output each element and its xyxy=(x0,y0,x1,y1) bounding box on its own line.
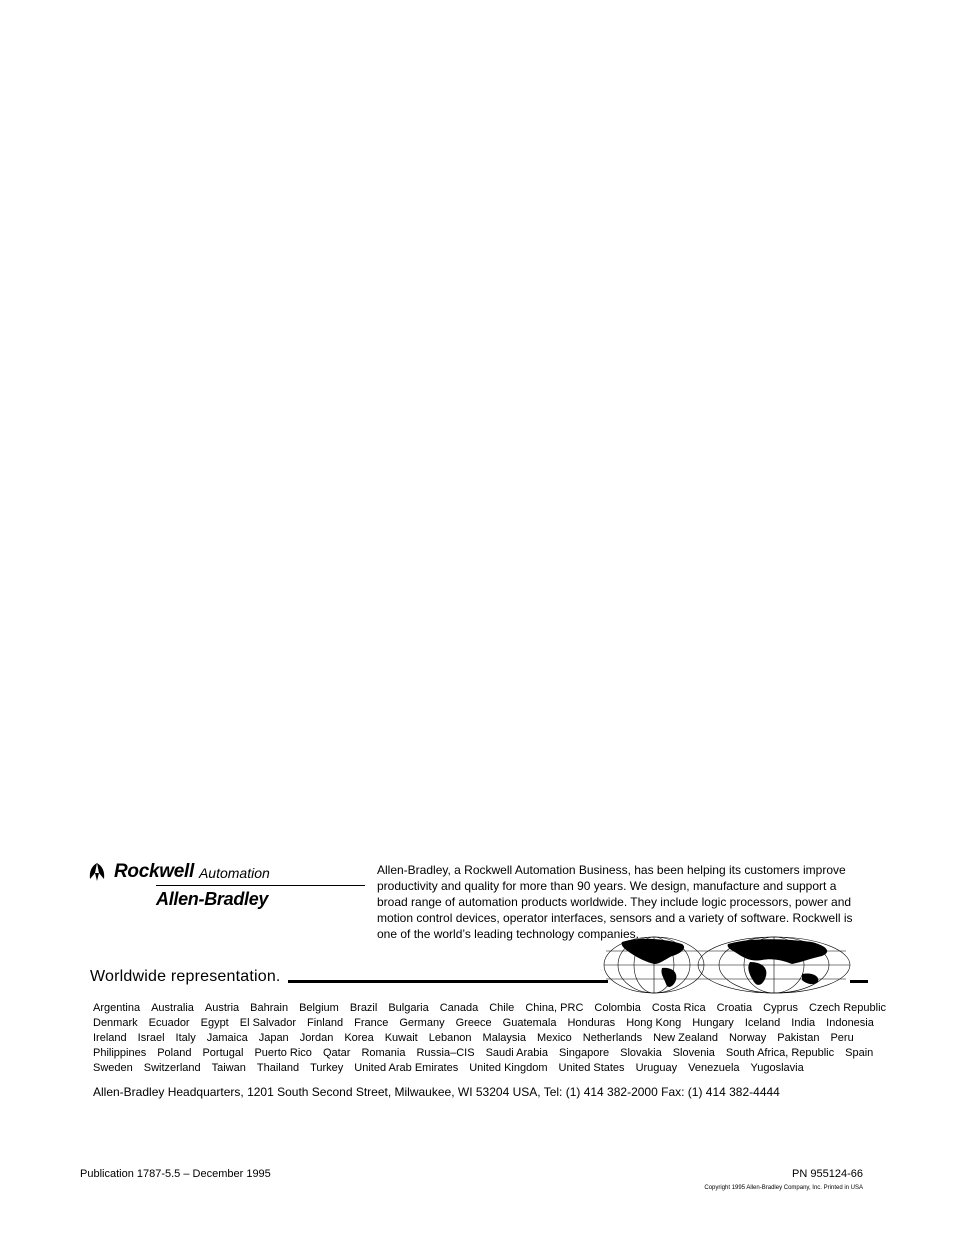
country-name: Netherlands xyxy=(582,1032,643,1044)
country-name: Greece xyxy=(455,1017,492,1029)
logo-subbrand-text: Allen-Bradley xyxy=(156,889,269,909)
country-name: Romania xyxy=(361,1047,406,1059)
country-name: United Kingdom xyxy=(469,1062,548,1074)
logo-top-line xyxy=(86,858,366,886)
rockwell-emblem-icon xyxy=(86,861,108,883)
country-name: Jamaica xyxy=(206,1032,248,1044)
country-name: Peru xyxy=(830,1032,854,1044)
country-name: Cyprus xyxy=(763,1002,798,1014)
country-name: Russia–CIS xyxy=(416,1047,475,1059)
logo-brand-text: Rockwell xyxy=(114,861,194,882)
country-name: Italy xyxy=(175,1032,196,1044)
country-name: Puerto Rico xyxy=(254,1047,312,1059)
country-name: Belgium xyxy=(299,1002,339,1014)
country-name: Pakistan xyxy=(777,1032,820,1044)
country-name: Costa Rica xyxy=(651,1002,706,1014)
country-line xyxy=(93,1061,873,1076)
country-name: Jordan xyxy=(299,1032,334,1044)
country-name: Spain xyxy=(845,1047,874,1059)
world-map-globes-icon xyxy=(602,934,852,994)
country-name: Yugoslavia xyxy=(750,1062,804,1074)
country-name: Argentina xyxy=(93,1002,141,1014)
worldwide-rule-end xyxy=(850,980,868,983)
country-name: Indonesia xyxy=(826,1017,874,1029)
logo-suffix-text: Automation xyxy=(198,865,270,881)
country-name: Austria xyxy=(204,1002,240,1014)
country-name: Sweden xyxy=(93,1062,133,1074)
country-name: Saudi Arabia xyxy=(485,1047,548,1059)
country-name: Brazil xyxy=(349,1002,378,1014)
part-number: PN 955124-66 xyxy=(792,1168,863,1180)
country-name: El Salvador xyxy=(239,1017,297,1029)
country-name: Hungary xyxy=(692,1017,734,1029)
country-name: Switzerland xyxy=(143,1062,201,1074)
country-name: Poland xyxy=(157,1047,192,1059)
worldwide-label: Worldwide representation. xyxy=(90,968,281,985)
country-name: Chile xyxy=(489,1002,515,1014)
country-name: Taiwan xyxy=(211,1062,246,1074)
country-line xyxy=(93,1016,873,1031)
country-name: New Zealand xyxy=(653,1032,718,1044)
headquarters-address: Allen-Bradley Headquarters, 1201 South Second Street, Milwaukee, WI 53204 USA, Tel: (1) 414 382-2000 Fax: (1) 414 382-4444 xyxy=(93,1085,780,1099)
country-line xyxy=(93,1001,887,1016)
country-name: Lebanon xyxy=(428,1032,472,1044)
country-name: Guatemala xyxy=(502,1017,557,1029)
worldwide-rule xyxy=(288,980,608,983)
country-name: Thailand xyxy=(256,1062,300,1074)
country-list xyxy=(93,1001,887,1076)
country-name: Singapore xyxy=(558,1047,610,1059)
country-name: Hong Kong xyxy=(626,1017,682,1029)
company-blurb: Allen-Bradley, a Rockwell Automation Business, has been helping its customers improve productivity and quality for more than 90 years. We design, manufacture and support a broad range of automation products worldwide. They include logic processors, power and motion control devices, operator interfaces, sensors and a variety of software. Rockwell is one of the world’s leading technology companies. xyxy=(377,863,853,941)
country-name: Portugal xyxy=(202,1047,244,1059)
country-name: Denmark xyxy=(93,1017,138,1029)
country-name: Canada xyxy=(439,1002,479,1014)
country-name: Ecuador xyxy=(148,1017,190,1029)
rockwell-logo xyxy=(86,858,366,918)
copyright-notice: Copyright 1995 Allen-Bradley Company, Inc. Printed in USA xyxy=(704,1185,863,1191)
country-name: Malaysia xyxy=(482,1032,526,1044)
country-name: Croatia xyxy=(716,1002,753,1014)
country-name: Iceland xyxy=(744,1017,781,1029)
country-name: Slovakia xyxy=(620,1047,662,1059)
country-name: Slovenia xyxy=(672,1047,715,1059)
country-line xyxy=(93,1031,873,1046)
country-name: Bahrain xyxy=(250,1002,289,1014)
country-name: Venezuela xyxy=(688,1062,740,1074)
country-name: Uruguay xyxy=(635,1062,678,1074)
country-name: China, PRC xyxy=(525,1002,584,1014)
country-name: Korea xyxy=(344,1032,374,1044)
country-name: United States xyxy=(558,1062,625,1074)
country-name: Finland xyxy=(307,1017,344,1029)
country-line xyxy=(93,1046,873,1061)
logo-divider xyxy=(156,885,365,886)
country-name: Ireland xyxy=(93,1032,127,1044)
country-name: Czech Republic xyxy=(808,1002,887,1014)
country-name: Germany xyxy=(399,1017,445,1029)
country-name: United Arab Emirates xyxy=(354,1062,459,1074)
country-name: Bulgaria xyxy=(388,1002,429,1014)
country-name: Israel xyxy=(137,1032,165,1044)
country-name: Qatar xyxy=(322,1047,351,1059)
country-name: Egypt xyxy=(200,1017,229,1029)
country-name: South Africa, Republic xyxy=(725,1047,835,1059)
country-name: Philippines xyxy=(93,1047,147,1059)
country-name: Japan xyxy=(258,1032,289,1044)
country-name: Honduras xyxy=(567,1017,616,1029)
country-name: France xyxy=(354,1017,389,1029)
country-name: Mexico xyxy=(536,1032,572,1044)
country-name: Norway xyxy=(728,1032,767,1044)
country-name: Turkey xyxy=(310,1062,344,1074)
country-name: Kuwait xyxy=(384,1032,418,1044)
country-name: India xyxy=(791,1017,816,1029)
publication-number: Publication 1787-5.5 – December 1995 xyxy=(80,1168,271,1180)
country-name: Australia xyxy=(151,1002,194,1014)
country-name: Colombia xyxy=(594,1002,641,1014)
